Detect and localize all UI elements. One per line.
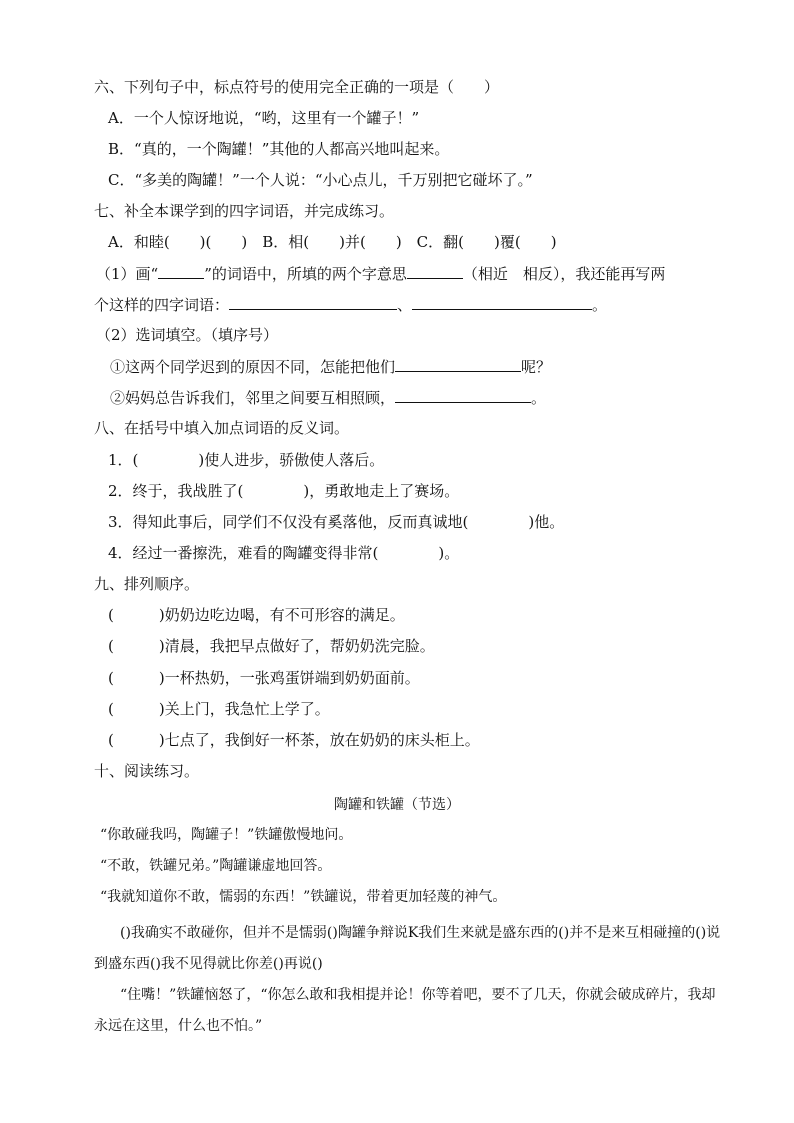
q7-item2-a: ②妈妈总告诉我们，邻里之间要互相照顾，	[110, 389, 396, 407]
q7-part1-b: ”的词语中，所填的两个字意思	[204, 265, 407, 283]
q7-part1-line1	[96, 263, 665, 284]
q7-item2	[110, 387, 546, 408]
q6-heading: 六、下列句子中，标点符号的使用完全正确的一项是（ ）	[94, 78, 500, 96]
q7-item1-b: 呢？	[521, 358, 552, 376]
q7-part1-line2-a: 个这样的四字词语：	[94, 296, 230, 314]
q6-option-c: C．“多美的陶罐！”一个人说：“小心点儿，千万别把它碰坏了。”	[108, 171, 533, 189]
extra-word-blank-2[interactable]	[412, 294, 592, 310]
q10-heading: 十、阅读练习。	[94, 762, 200, 780]
q8-item-1: 1．( )使人进步，骄傲使人落后。	[108, 451, 385, 469]
q9-heading: 九、排列顺序。	[94, 575, 200, 593]
q7-part1-sep: 、	[397, 296, 413, 314]
q8-item-3: 3．得知此事后，同学们不仅没有奚落他，反而真诚地( )他。	[108, 513, 565, 531]
q7-part1-end: 。	[592, 296, 608, 314]
q7-part1-a: （1）画“	[96, 265, 159, 283]
q8-item-2: 2．终于，我战胜了( )，勇敢地走上了赛场。	[108, 482, 460, 500]
passage-title: 陶罐和铁罐（节选）	[334, 797, 460, 813]
q7-part1-c: （相近 相反），我还能再写两	[462, 265, 666, 283]
meaning-blank[interactable]	[407, 263, 463, 279]
passage-paragraph-5: “住嘴！”铁罐恼怒了，“你怎么敢和我相提并论！你等着吧，要不了几天，你就会破成碎片，我却永远在这里，什么也不怕。”	[94, 987, 716, 1034]
q9-item-3: ( )一杯热奶，一张鸡蛋饼端到奶奶面前。	[108, 669, 420, 687]
fill-blank-1[interactable]	[395, 356, 521, 372]
q7-words: A．和睦( )( ) B．相( )并( ) C．翻( )覆( )	[108, 233, 557, 251]
q7-heading: 七、补全本课学到的四字词语，并完成练习。	[94, 202, 395, 220]
q7-item1	[110, 356, 551, 377]
extra-word-blank-1[interactable]	[229, 294, 397, 310]
q9-item-5: ( )七点了，我倒好一杯茶，放在奶奶的床头柜上。	[108, 731, 480, 749]
q7-part2-heading: （2）选词填空。（填序号）	[96, 326, 279, 344]
q9-item-1: ( )奶奶边吃边喝，有不可形容的满足。	[108, 606, 405, 624]
passage-paragraph-3: “我就知道你不敢，懦弱的东西！”铁罐说，带着更加轻蔑的神气。	[100, 889, 507, 905]
q9-item-2: ( )清晨，我把早点做好了，帮奶奶洗完脸。	[108, 637, 435, 655]
q6-option-a: A．一个人惊讶地说，“哟，这里有一个罐子！”	[108, 109, 420, 127]
q7-item2-b: 。	[531, 389, 547, 407]
passage-paragraph-4: ()我确实不敢碰你，但并不是懦弱()陶罐争辩说K我们生来就是盛东西的()并不是来互相碰撞的()说到盛东西()我不见得就比你差()再说()	[94, 925, 721, 972]
passage-paragraph-2: “不敢，铁罐兄弟。”陶罐谦虚地回答。	[100, 858, 332, 874]
passage-paragraph-1: “你敢碰我吗，陶罐子！”铁罐傲慢地问。	[100, 827, 353, 843]
q8-heading: 八、在括号中填入加点词语的反义词。	[94, 419, 350, 437]
q8-item-4: 4．经过一番擦洗，难看的陶罐变得非常( )。	[108, 544, 460, 562]
q7-part1-line2	[94, 294, 607, 315]
fill-blank-2[interactable]	[395, 387, 531, 403]
q6-option-b: B．“真的，一个陶罐！”其他的人都高兴地叫起来。	[108, 140, 450, 158]
q9-item-4: ( )关上门，我急忙上学了。	[108, 700, 330, 718]
underline-sample-blank[interactable]	[158, 263, 204, 279]
q7-item1-a: ①这两个同学迟到的原因不同，怎能把他们	[110, 358, 396, 376]
